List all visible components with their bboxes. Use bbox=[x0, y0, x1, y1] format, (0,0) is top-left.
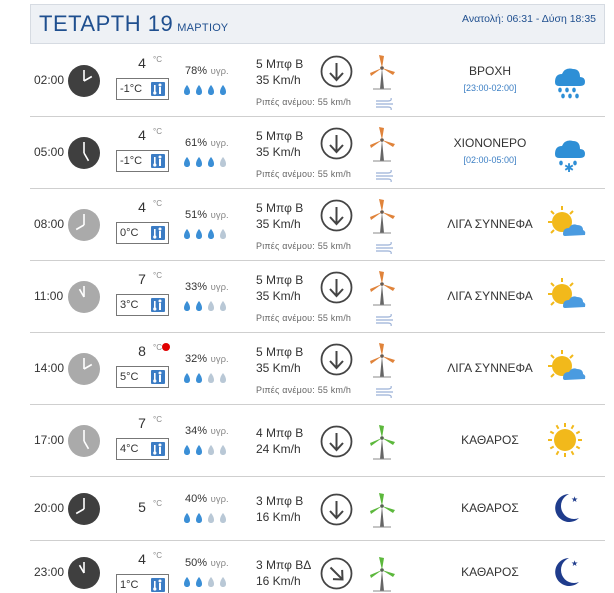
wind-turbine-icon bbox=[365, 491, 399, 529]
humidity-value: 61% bbox=[185, 137, 208, 149]
temperature: 7 °C bbox=[138, 415, 162, 431]
humidity-unit: υγρ. bbox=[208, 494, 229, 505]
wind-turbine-icon bbox=[365, 197, 399, 235]
thermometer-person-icon bbox=[151, 578, 165, 592]
humidity-drops-icon bbox=[183, 83, 233, 95]
temperature: 8 °C bbox=[138, 343, 162, 359]
wind-info bbox=[256, 493, 303, 525]
clock-icon bbox=[67, 424, 101, 458]
humidity-unit: υγρ. bbox=[208, 558, 229, 569]
humidity-value: 51% bbox=[185, 209, 208, 221]
humidity-drops-icon bbox=[183, 575, 233, 587]
condition-label: ΛΙΓΑ ΣΥΝΝΕΦΑ bbox=[447, 361, 533, 375]
temperature-unit: °C bbox=[153, 127, 162, 136]
thermometer-person-icon bbox=[151, 226, 165, 240]
temperature: 4 °C bbox=[138, 55, 162, 71]
feels-like-value: 4°C bbox=[120, 443, 139, 455]
wind-speed: 16 Km/h bbox=[256, 510, 301, 524]
wind-speed: 16 Km/h bbox=[256, 574, 301, 588]
time-label: 11:00 bbox=[34, 289, 64, 303]
humidity-drops-icon bbox=[183, 227, 233, 239]
wind-speed: 35 Km/h bbox=[256, 217, 301, 231]
wind-speed: 35 Km/h bbox=[256, 289, 301, 303]
wind-direction-icon bbox=[320, 127, 353, 160]
forecast-row bbox=[30, 117, 605, 189]
thermometer-person-icon bbox=[151, 154, 165, 168]
time-label: 02:00 bbox=[34, 73, 65, 87]
clock-icon bbox=[67, 136, 101, 170]
condition-label: ΛΙΓΑ ΣΥΝΝΕΦΑ bbox=[447, 289, 533, 303]
day-header bbox=[30, 4, 605, 44]
humidity bbox=[185, 209, 229, 221]
rain-cloud-icon bbox=[545, 60, 585, 100]
condition-label: ΚΑΘΑΡΟΣ bbox=[461, 433, 519, 447]
feels-like-box bbox=[116, 574, 169, 593]
moon-icon bbox=[545, 488, 585, 528]
temperature-unit: °C bbox=[153, 551, 162, 560]
wind-speed: 35 Km/h bbox=[256, 73, 301, 87]
feels-like-box bbox=[116, 150, 169, 172]
humidity bbox=[185, 493, 229, 505]
wind-speed: 35 Km/h bbox=[256, 361, 301, 375]
wind-direction-icon bbox=[320, 343, 353, 376]
day-name: ΤΕΤΑΡΤΗ 19 bbox=[39, 11, 174, 36]
max-temp-dot bbox=[162, 343, 170, 351]
gust-wind-icon bbox=[375, 385, 395, 397]
temperature-unit: °C bbox=[153, 415, 162, 424]
clock-icon bbox=[67, 352, 101, 386]
sleet-cloud-icon bbox=[545, 132, 585, 172]
wind-info bbox=[256, 425, 303, 457]
condition-range: [23:00-02:00] bbox=[463, 83, 517, 93]
humidity-unit: υγρ. bbox=[208, 282, 229, 293]
wind-beaufort: 5 Μπφ Β bbox=[256, 345, 304, 359]
temperature-unit: °C bbox=[153, 55, 162, 64]
wind-beaufort: 3 Μπφ Β bbox=[256, 494, 304, 508]
condition-label: ΛΙΓΑ ΣΥΝΝΕΦΑ bbox=[447, 217, 533, 231]
wind-speed: 24 Km/h bbox=[256, 442, 301, 456]
wind-gust: Ριπές ανέμου: 55 km/h bbox=[256, 97, 352, 107]
temperature: 4 °C bbox=[138, 127, 162, 143]
wind-direction-icon bbox=[320, 493, 353, 526]
humidity-unit: υγρ. bbox=[208, 426, 229, 437]
feels-like-box bbox=[116, 222, 169, 244]
temperature-unit: °C bbox=[153, 343, 162, 352]
humidity bbox=[185, 353, 229, 365]
sunrise-sunset: Ανατολή: 06:31 - Δύση 18:35 bbox=[462, 13, 596, 25]
humidity-drops-icon bbox=[183, 299, 233, 311]
wind-turbine-icon bbox=[365, 555, 399, 593]
humidity bbox=[185, 137, 229, 149]
feels-like-box bbox=[116, 294, 169, 316]
humidity-value: 32% bbox=[185, 353, 208, 365]
gust-wind-icon bbox=[375, 241, 395, 253]
humidity bbox=[185, 557, 229, 569]
condition-label: ΧΙΟΝΟΝΕΡΟ bbox=[453, 136, 527, 150]
wind-turbine-icon bbox=[365, 341, 399, 379]
wind-direction-icon bbox=[320, 425, 353, 458]
forecast-row bbox=[30, 261, 605, 333]
forecast-row bbox=[30, 189, 605, 261]
humidity-drops-icon bbox=[183, 155, 233, 167]
wind-direction-icon bbox=[320, 55, 353, 88]
time-label: 20:00 bbox=[34, 501, 65, 515]
condition-label: ΚΑΘΑΡΟΣ bbox=[461, 565, 519, 579]
wind-info bbox=[256, 56, 303, 88]
forecast-row bbox=[30, 477, 605, 541]
clock-icon bbox=[67, 280, 101, 314]
wind-gust: Ριπές ανέμου: 55 km/h bbox=[256, 241, 352, 251]
wind-turbine-icon bbox=[365, 269, 399, 307]
partly-cloudy-icon bbox=[545, 276, 585, 316]
svg-text:★: ★ bbox=[571, 559, 579, 568]
humidity-unit: υγρ. bbox=[208, 354, 229, 365]
wind-info bbox=[256, 557, 311, 589]
time-label: 23:00 bbox=[34, 565, 65, 579]
temperature: 4 °C bbox=[138, 551, 162, 567]
humidity-unit: υγρ. bbox=[208, 210, 229, 221]
forecast-row bbox=[30, 541, 605, 593]
feels-like-value: 1°C bbox=[120, 579, 139, 591]
wind-beaufort: 3 Μπφ ΒΔ bbox=[256, 558, 312, 572]
wind-info bbox=[256, 128, 303, 160]
feels-like-box bbox=[116, 78, 169, 100]
thermometer-person-icon bbox=[151, 442, 165, 456]
partly-cloudy-icon bbox=[545, 348, 585, 388]
thermometer-person-icon bbox=[151, 82, 165, 96]
day-title bbox=[39, 11, 228, 37]
humidity-drops-icon bbox=[183, 511, 233, 523]
feels-like-value: -1°C bbox=[120, 83, 143, 95]
humidity-drops-icon bbox=[183, 371, 233, 383]
temperature: 5 °C bbox=[138, 499, 162, 515]
day-month: ΜΑΡΤΙΟΥ bbox=[177, 22, 229, 34]
clock-icon bbox=[67, 556, 101, 590]
forecast-row bbox=[30, 333, 605, 405]
wind-turbine-icon bbox=[365, 125, 399, 163]
feels-like-value: 0°C bbox=[120, 227, 139, 239]
partly-cloudy-icon bbox=[545, 204, 585, 244]
humidity-unit: υγρ. bbox=[208, 66, 229, 77]
feels-like-value: -1°C bbox=[120, 155, 143, 167]
wind-gust: Ριπές ανέμου: 55 km/h bbox=[256, 313, 352, 323]
wind-beaufort: 5 Μπφ Β bbox=[256, 273, 304, 287]
humidity bbox=[185, 65, 229, 77]
time-label: 05:00 bbox=[34, 145, 65, 159]
wind-beaufort: 5 Μπφ Β bbox=[256, 201, 304, 215]
humidity-value: 78% bbox=[185, 65, 208, 77]
humidity-value: 40% bbox=[185, 493, 208, 505]
condition-label: ΒΡΟΧΗ bbox=[468, 64, 511, 78]
forecast-row bbox=[30, 405, 605, 477]
condition-label: ΚΑΘΑΡΟΣ bbox=[461, 501, 519, 515]
condition-range: [02:00-05:00] bbox=[463, 155, 517, 165]
humidity-unit: υγρ. bbox=[208, 138, 229, 149]
wind-turbine-icon bbox=[365, 423, 399, 461]
wind-info bbox=[256, 344, 303, 376]
wind-direction-icon bbox=[320, 271, 353, 304]
wind-gust: Ριπές ανέμου: 55 km/h bbox=[256, 385, 352, 395]
wind-beaufort: 4 Μπφ Β bbox=[256, 426, 304, 440]
moon-icon bbox=[545, 552, 585, 592]
wind-direction-icon bbox=[320, 199, 353, 232]
feels-like-value: 3°C bbox=[120, 299, 139, 311]
gust-wind-icon bbox=[375, 313, 395, 325]
wind-speed: 35 Km/h bbox=[256, 145, 301, 159]
temperature-unit: °C bbox=[153, 271, 162, 280]
svg-text:★: ★ bbox=[571, 495, 579, 504]
time-label: 17:00 bbox=[34, 433, 65, 447]
thermometer-person-icon bbox=[151, 370, 165, 384]
thermometer-person-icon bbox=[151, 298, 165, 312]
feels-like-value: 5°C bbox=[120, 371, 139, 383]
wind-turbine-icon bbox=[365, 53, 399, 91]
clock-icon bbox=[67, 492, 101, 526]
gust-wind-icon bbox=[375, 97, 395, 109]
wind-info bbox=[256, 272, 303, 304]
gust-wind-icon bbox=[375, 169, 395, 181]
humidity-value: 34% bbox=[185, 425, 208, 437]
forecast-row bbox=[30, 45, 605, 117]
feels-like-box bbox=[116, 366, 169, 388]
wind-beaufort: 5 Μπφ Β bbox=[256, 129, 304, 143]
temperature-unit: °C bbox=[153, 499, 162, 508]
clock-icon bbox=[67, 64, 101, 98]
wind-info bbox=[256, 200, 303, 232]
humidity-drops-icon bbox=[183, 443, 233, 455]
temperature-unit: °C bbox=[153, 199, 162, 208]
sun-icon bbox=[545, 420, 585, 460]
humidity-value: 33% bbox=[185, 281, 208, 293]
wind-gust: Ριπές ανέμου: 55 km/h bbox=[256, 169, 352, 179]
humidity bbox=[185, 281, 229, 293]
wind-direction-icon bbox=[320, 557, 353, 590]
temperature: 4 °C bbox=[138, 199, 162, 215]
temperature: 7 °C bbox=[138, 271, 162, 287]
clock-icon bbox=[67, 208, 101, 242]
humidity bbox=[185, 425, 229, 437]
svg-text:✱: ✱ bbox=[564, 161, 575, 174]
wind-beaufort: 5 Μπφ Β bbox=[256, 57, 304, 71]
time-label: 14:00 bbox=[34, 361, 65, 375]
humidity-value: 50% bbox=[185, 557, 208, 569]
feels-like-box bbox=[116, 438, 169, 460]
time-label: 08:00 bbox=[34, 217, 65, 231]
